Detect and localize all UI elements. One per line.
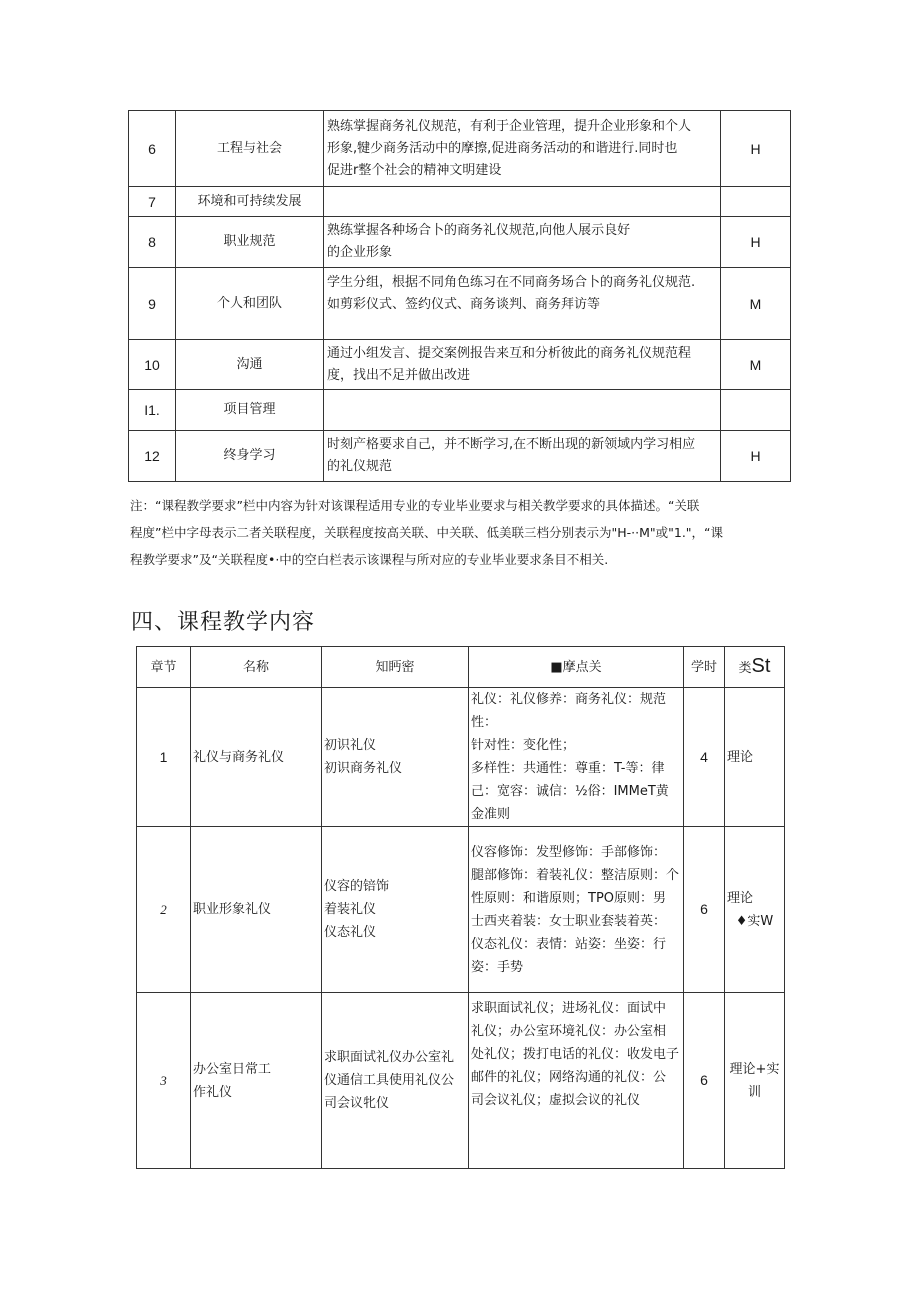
relevance-level bbox=[721, 187, 791, 217]
keypoint-line: 多样性：共通性：尊重：T-等：律 bbox=[471, 761, 665, 776]
outcome-requirement bbox=[324, 268, 721, 340]
chapter-name-line: 办公室日常工 bbox=[193, 1061, 272, 1077]
outcome-requirement bbox=[324, 340, 721, 390]
outcome-requirement bbox=[324, 111, 721, 187]
hours-value: 6 bbox=[684, 827, 725, 993]
chapter-name bbox=[191, 993, 322, 1169]
outcome-name: 个人和团队 bbox=[176, 268, 324, 340]
type-line: ♦实W bbox=[735, 913, 774, 929]
table-row bbox=[129, 111, 791, 187]
header-keypoints: ■摩点关 bbox=[469, 647, 684, 688]
outcome-name: 环境和可持续发展 bbox=[176, 187, 324, 217]
knowledge-line: 求职面试礼仪办公室礼 bbox=[324, 1050, 455, 1065]
header-name: 名称 bbox=[191, 647, 322, 688]
relevance-level bbox=[721, 390, 791, 431]
outcome-requirement bbox=[324, 431, 721, 482]
table-header-row bbox=[137, 647, 785, 688]
table-row bbox=[129, 390, 791, 431]
type-line: 理论 bbox=[727, 749, 754, 765]
requirement-line: 的企业形象 bbox=[327, 245, 393, 260]
type-value bbox=[725, 688, 785, 827]
chapter-name-line: 作礼仪 bbox=[193, 1084, 233, 1100]
table-row bbox=[129, 268, 791, 340]
keypoint-line: 性原则：和谐原则；TPO原则：男 bbox=[471, 890, 667, 906]
outcome-name: 职业规范 bbox=[176, 217, 324, 268]
relevance-level: H bbox=[721, 431, 791, 482]
keypoint-line: 礼仪：礼仪修养：商务礼仪：规范性： bbox=[471, 692, 667, 730]
requirement-line: 时刻产格要求自己，并不断学习,在不断出现的新领域内学习相应 bbox=[327, 437, 696, 452]
relevance-level: H bbox=[721, 111, 791, 187]
chapter-name bbox=[191, 827, 322, 993]
requirement-line: 熟练掌握各种场合卜的商务礼仪规范,向他人展示良好 bbox=[327, 223, 631, 238]
note-line: 注：“课程教学要求”栏中内容为针对该课程适用专业的专业毕业要求与相关教学要求的具体描述。“关联 bbox=[130, 498, 700, 513]
knowledge-line: 司会议牝仪 bbox=[324, 1096, 390, 1111]
keypoint-line: 礼仪；办公室环境礼仪：办公室相 bbox=[471, 1024, 667, 1039]
keypoint-line: 求职面试礼仪；进场礼仪：面试中 bbox=[471, 1001, 667, 1016]
outcome-name: 工程与社会 bbox=[176, 111, 324, 187]
type-line: 理论 bbox=[727, 890, 754, 906]
chapter-name-line: 礼仪与商务礼仪 bbox=[193, 749, 285, 765]
chapter-name-line: 职业形象礼仪 bbox=[193, 902, 272, 917]
keypoint-line: 腿部修饰：着装礼仪：整洁原则：个 bbox=[471, 867, 680, 883]
requirement-line: 学生分组，根据不同角色练习在不同商务场合卜的商务礼仪规范. bbox=[327, 275, 696, 290]
hours-value: 6 bbox=[684, 993, 725, 1169]
knowledge-line: 仪态礼仪 bbox=[324, 925, 377, 940]
outcome-no: I1. bbox=[129, 390, 176, 431]
knowledge-line: 着装礼仪 bbox=[324, 902, 377, 917]
table-note bbox=[130, 492, 794, 573]
chapter-number: 2 bbox=[137, 827, 191, 993]
relevance-level: M bbox=[721, 268, 791, 340]
header-chapter: 章节 bbox=[137, 647, 191, 688]
outcome-no: 6 bbox=[129, 111, 176, 187]
content-table bbox=[136, 646, 785, 1169]
keypoint-line: 处礼仪；拨打电话的礼仪：收发电子 bbox=[471, 1047, 680, 1062]
keypoint-line: 邮件的礼仪；网络沟通的礼仪：公 bbox=[471, 1070, 667, 1085]
outcome-no: 10 bbox=[129, 340, 176, 390]
note-line: 程教学要求”及“关联程度•·中的空白栏表示该课程与所对应的专业毕业要求条目不相关. bbox=[130, 552, 609, 567]
outcome-no: 9 bbox=[129, 268, 176, 340]
chapter-number: 1 bbox=[137, 688, 191, 827]
table-row bbox=[137, 827, 785, 993]
knowledge-line: 初识商务礼仪 bbox=[324, 761, 403, 776]
knowledge-line: 仪容的锫饰 bbox=[324, 879, 390, 894]
key-points bbox=[469, 688, 684, 827]
requirement-line: 熟练掌握商务礼仪规范，有利于企业管理，提升企业形象和个人 bbox=[327, 118, 692, 134]
chapter-number: 3 bbox=[137, 993, 191, 1169]
outcome-name: 沟通 bbox=[176, 340, 324, 390]
requirement-line: 促进r整个社会的精神文明建设 bbox=[327, 162, 502, 178]
type-value bbox=[725, 827, 785, 993]
knowledge-line: 初识礼仪 bbox=[324, 738, 377, 753]
type-value bbox=[725, 993, 785, 1169]
keypoint-line: 己：宽容：诚信：½俗：IMMeT黄 bbox=[471, 784, 669, 799]
outcome-no: 12 bbox=[129, 431, 176, 482]
relevance-level: H bbox=[721, 217, 791, 268]
header-hours: 学时 bbox=[684, 647, 725, 688]
requirement-line: 如剪彩仪式、签约仪式、商务谈判、商务拜访等 bbox=[327, 297, 601, 312]
header-type-prefix: 类 bbox=[738, 660, 752, 676]
keypoint-line: 针对性：变化性； bbox=[471, 738, 576, 753]
requirement-line: 通过小组发言、提交案例报告来互和分析彼此的商务礼仪规范程 bbox=[327, 345, 692, 361]
table-row bbox=[129, 187, 791, 217]
outcome-requirement bbox=[324, 217, 721, 268]
requirement-line: 度，找出不足并做出改进 bbox=[327, 367, 471, 383]
table-row bbox=[129, 217, 791, 268]
keypoint-line: 仪容修饰：发型修饰：手部修饰： bbox=[471, 844, 667, 860]
outcome-requirement bbox=[324, 390, 721, 431]
knowledge-line: 仪通信工具使用礼仪公 bbox=[324, 1073, 455, 1088]
outcome-name: 终身学习 bbox=[176, 431, 324, 482]
header-knowledge: 知眄密 bbox=[322, 647, 469, 688]
keypoint-line: 金准则 bbox=[471, 807, 511, 822]
knowledge-points bbox=[322, 827, 469, 993]
section-title: 四、课程教学内容 bbox=[131, 610, 316, 635]
keypoint-line: 姿：手势 bbox=[471, 959, 524, 975]
key-points bbox=[469, 827, 684, 993]
relevance-level: M bbox=[721, 340, 791, 390]
chapter-name bbox=[191, 688, 322, 827]
requirement-line: 形象,犍少商务活动中的摩擦,促进商务活动的和谐进行.同时也 bbox=[327, 140, 678, 156]
outcome-requirement bbox=[324, 187, 721, 217]
knowledge-points bbox=[322, 688, 469, 827]
table-row bbox=[129, 340, 791, 390]
keypoint-line: 士西夹着装：女士职业套装着英： bbox=[471, 913, 667, 929]
table-row bbox=[137, 688, 785, 827]
type-line: 理论+实 bbox=[729, 1061, 780, 1077]
type-line: 训 bbox=[747, 1084, 761, 1100]
outcome-no: 7 bbox=[129, 187, 176, 217]
key-points bbox=[469, 993, 684, 1169]
header-type bbox=[725, 647, 785, 688]
knowledge-points bbox=[322, 993, 469, 1169]
keypoint-line: 仪态礼仪：表情：站姿：坐姿：行 bbox=[471, 936, 667, 952]
outcome-no: 8 bbox=[129, 217, 176, 268]
keypoint-line: 司会议礼仪；虚拟会议的礼仪 bbox=[471, 1093, 641, 1108]
outcome-name: 项目管理 bbox=[176, 390, 324, 431]
outcome-table bbox=[128, 110, 791, 482]
table-row bbox=[137, 993, 785, 1169]
note-line: 程度”栏中字母表示二者关联程度，关联程度按高关联、中关联、低美联三档分别表示为"H-··M"或"1."，“课 bbox=[130, 525, 724, 540]
table-row bbox=[129, 431, 791, 482]
header-type-suffix: St bbox=[751, 654, 771, 677]
requirement-line: 的礼仪规范 bbox=[327, 459, 393, 474]
hours-value: 4 bbox=[684, 688, 725, 827]
